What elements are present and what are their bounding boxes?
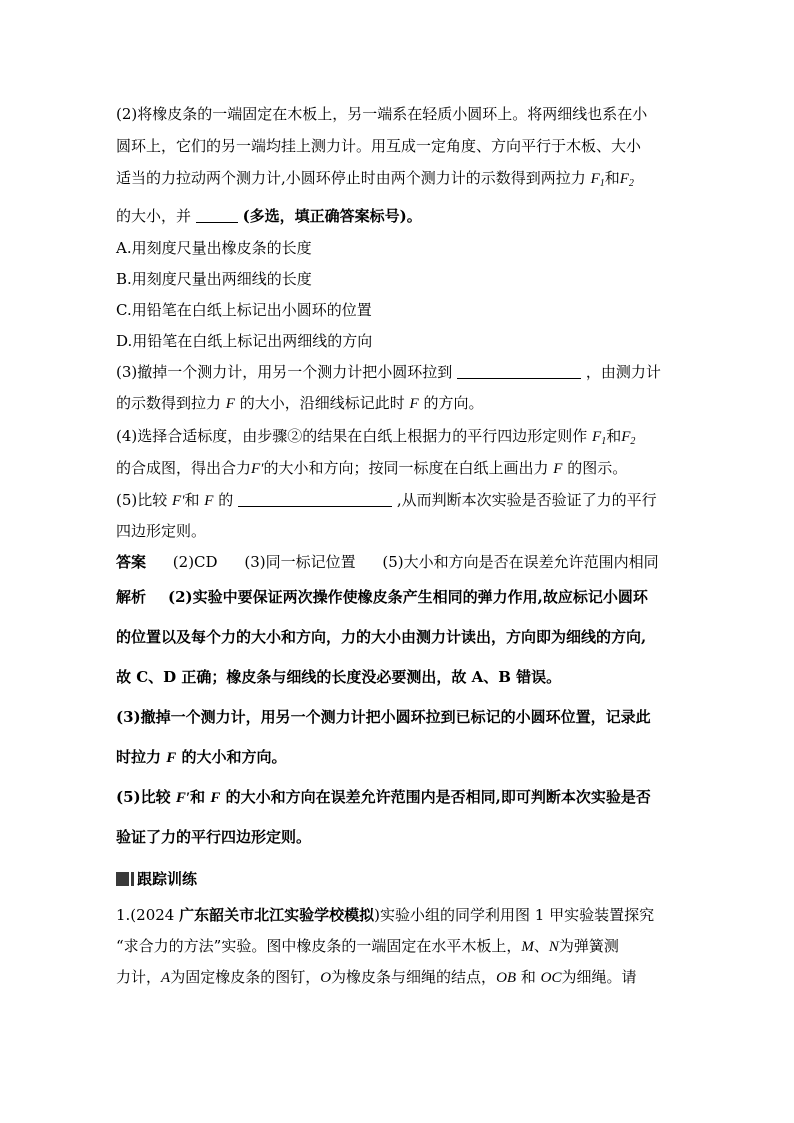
analysis-line-3: 故 C、D 正确；橡皮条与细线的长度没必要测出，故 A、B 错误。 [116, 668, 562, 686]
and-text: 和 [190, 788, 206, 806]
section-header [116, 869, 197, 889]
answer-blank-q5 [238, 492, 392, 507]
analysis-line-7: 验证了力的平行四边形定则。 [116, 828, 312, 846]
force-f-symbol: F [210, 790, 221, 806]
force-f-prime-symbol: F′ [172, 493, 185, 509]
analysis-text-1: (2)实验中要保证两次操作使橡皮条产生相同的弹力作用,故应标记小圆环 [168, 588, 648, 606]
q3-line-2-mid: 的大小，沿细线标记此时 [239, 394, 405, 412]
force-f-prime-symbol: F′ [175, 790, 191, 806]
q1-number: 1.(2024 [116, 906, 175, 924]
section-marker-icon [116, 872, 134, 886]
q5-line-2: 四边形定则。 [116, 522, 207, 540]
analysis-text-5-tail: 的大小和方向。 [181, 748, 287, 766]
force-f-symbol: F [225, 396, 235, 412]
force-f-symbol: F [553, 461, 563, 477]
q2-line-3-text: 适当的力拉动两个测力计,小圆环停止时由两个测力计的示数得到两拉力 [116, 169, 586, 187]
q5-line-1-tail: ,从而判断本次实验是否验证了力的平行 [396, 491, 657, 509]
q1-line-3-mid1: 为固定橡皮条的图钉， [170, 968, 321, 986]
analysis-text-5: 时拉力 [116, 748, 162, 766]
q1-line-3-mid2: 为橡皮条与细绳的结点， [331, 968, 497, 986]
answer-q5: (5)大小和方向是否在误差允许范围内相同 [382, 553, 659, 571]
force-f-symbol: F [409, 396, 419, 412]
analysis-label: 解析 [116, 588, 147, 606]
answer-label: 答案 [116, 553, 147, 571]
option-c: C.用铅笔在白纸上标记出小圆环的位置 [116, 301, 372, 319]
q4-line-2-text: 的合成图，得出合力 [116, 459, 252, 477]
analysis-line-2: 的位置以及每个力的大小和方向，力的大小由测力计读出，方向即为细线的方向, [116, 628, 647, 646]
answer-line [116, 552, 659, 572]
answer-blank-q3 [457, 364, 581, 379]
answer-q2: (2)CD [172, 553, 218, 571]
q1-line-1 [116, 905, 654, 925]
q3-line-2-text: 的示数得到拉力 [116, 394, 222, 412]
q4-line-2-mid: 的大小和方向；按同一标度在白纸上画出力 [263, 459, 549, 477]
analysis-text-6-tail: 的大小和方向在误差允许范围内是否相同,即可判断本次实验是否 [225, 788, 651, 806]
q5-line-1-text: (5)比较 [116, 491, 168, 509]
symbol-o: O [320, 970, 332, 986]
option-b: B.用刻度尺量出两细线的长度 [116, 270, 312, 288]
q4-line-2 [116, 458, 627, 479]
q4-line-1 [116, 426, 635, 452]
q2-line-2: 圆环上，它们的另一端均挂上测力计。用互成一定角度、方向平行于木板、大小 [116, 137, 642, 155]
q2-line-3 [116, 168, 634, 194]
force-f-prime-symbol: F′ [251, 461, 264, 477]
force-f2-symbol: $F_2$ [619, 171, 634, 189]
force-f-symbol: F [166, 750, 177, 766]
q3-line-1 [116, 362, 661, 382]
symbol-n: N [548, 939, 559, 955]
q2-line-1: (2)将橡皮条的一端固定在木板上，另一端系在轻质小圆环上。将两细线也系在小 [116, 105, 648, 123]
analysis-line-5 [116, 747, 287, 768]
section-title: 跟踪训练 [137, 870, 198, 888]
symbol-a: A [161, 970, 171, 986]
q3-line-2-tail: 的方向。 [423, 394, 484, 412]
q4-line-2-tail: 的图示。 [567, 459, 628, 477]
q2-line-4 [116, 206, 422, 226]
q1-line-3-text: 力计， [116, 968, 162, 986]
force-f1-symbol: $F_1$ [592, 429, 607, 447]
separator: 、 [533, 937, 549, 955]
q1-source: 广东韶关市北江实验学校模拟 [179, 906, 375, 924]
analysis-text-6: (5)比较 [116, 788, 171, 806]
q3-line-2 [116, 393, 484, 414]
symbol-oc: OC [540, 970, 562, 986]
q1-line-1-text: )实验小组的同学利用图 1 甲实验装置探究 [374, 906, 655, 924]
q3-line-1-text: (3)撤掉一个测力计，用另一个测力计把小圆环拉到 [116, 363, 453, 381]
q1-line-2-text: “求合力的方法”实验。图中橡皮条的一端固定在水平木板上， [116, 937, 522, 955]
answer-blank-q2 [196, 208, 238, 223]
q3-line-1-tail: ，由测力计 [585, 363, 661, 381]
and-text: 和 [184, 491, 200, 509]
q1-line-2 [116, 936, 619, 957]
q1-line-3 [116, 967, 637, 988]
q5-line-1 [116, 490, 657, 511]
option-d: D.用铅笔在白纸上标记出两细线的方向 [116, 332, 373, 350]
analysis-line-1 [116, 587, 648, 607]
q2-instruction: (多选，填正确答案标号)。 [242, 207, 422, 225]
symbol-ob: OB [496, 970, 517, 986]
q4-line-1-text: (4)选择合适标度，由步骤②的结果在白纸上根据力的平行四边形定则作 [116, 427, 588, 445]
answer-q3: (3)同一标记位置 [244, 553, 356, 571]
q5-de: 的 [218, 491, 234, 509]
analysis-line-4: (3)撤掉一个测力计，用另一个测力计把小圆环拉到已标记的小圆环位置，记录此 [116, 708, 651, 726]
force-f-symbol: F [204, 493, 214, 509]
and-text: 和 [520, 968, 536, 986]
option-a: A.用刻度尺量出橡皮条的长度 [116, 239, 312, 257]
analysis-line-6 [116, 787, 651, 808]
force-f2-symbol: $F_2$ [621, 429, 636, 447]
q2-line-4-text: 的大小，并 [116, 207, 192, 225]
symbol-m: M [521, 939, 534, 955]
q1-line-2-tail: 为弹簧测 [558, 937, 619, 955]
q1-line-3-tail: 为细绳。请 [561, 968, 637, 986]
force-f1-symbol: $F_1$ [590, 171, 605, 189]
and-text: 和 [604, 169, 620, 187]
and-text: 和 [606, 427, 622, 445]
